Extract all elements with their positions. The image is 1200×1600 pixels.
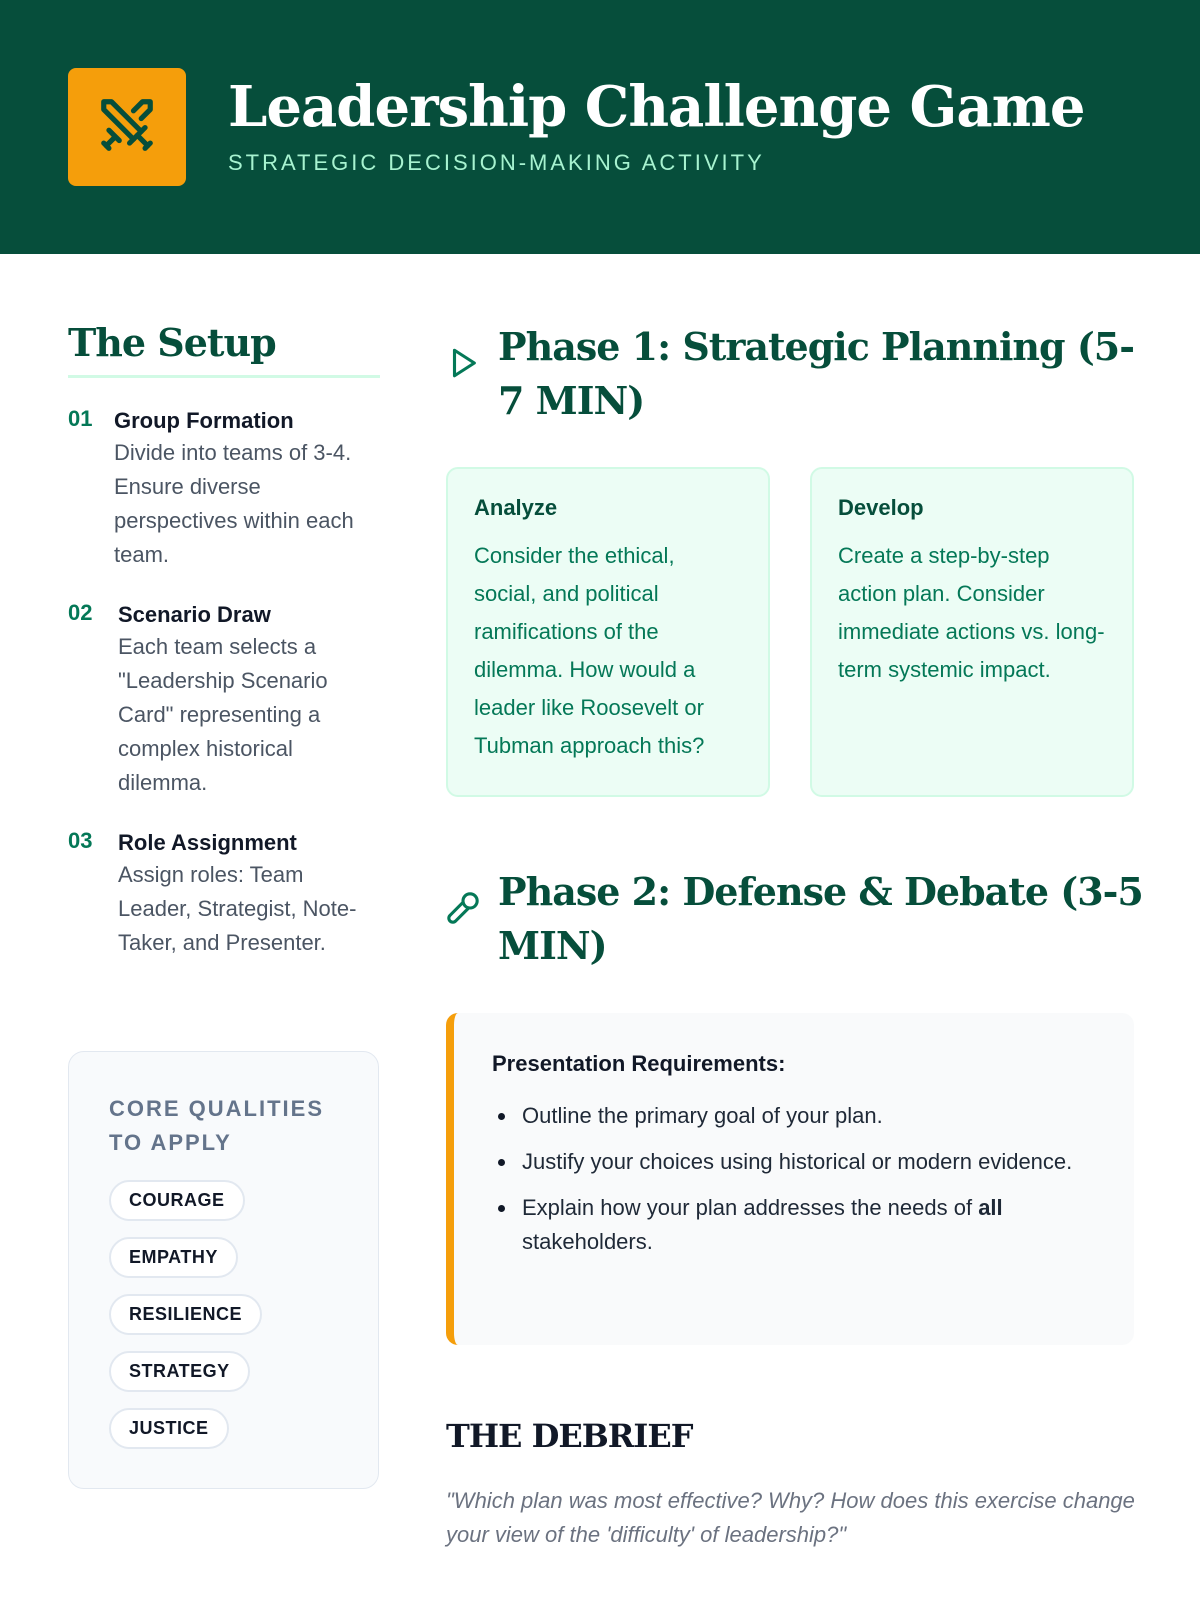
- setup-step: [68, 828, 380, 960]
- list-item: Explain how your plan addresses the needs of all stakeholders.: [492, 1191, 1096, 1259]
- step-number: 02: [68, 600, 93, 625]
- phase1-title: Phase 1: Strategic Planning (5-7 MIN): [498, 324, 1135, 423]
- step-heading: Scenario Draw: [118, 602, 271, 627]
- emphasis: all: [978, 1195, 1003, 1220]
- card-heading: Develop: [838, 495, 924, 520]
- debrief-quote: "Which plan was most effective? Why? How does this exercise change your view of the 'difficulty' of leadership?": [446, 1488, 1135, 1547]
- quality-tag: RESILIENCE: [109, 1294, 262, 1335]
- setup-section: [68, 320, 380, 960]
- setup-step: [68, 406, 380, 572]
- step-text: Assign roles: Team Leader, Strategist, Note-Taker, and Presenter.: [118, 862, 357, 955]
- card-text: Create a step-by-step action plan. Consider immediate actions vs. long-term systemic impact.: [838, 543, 1105, 682]
- page-title: Leadership Challenge Game: [228, 74, 1085, 140]
- quality-tag: JUSTICE: [109, 1408, 229, 1449]
- phase2-title: Phase 2: Defense & Debate (3-5 MIN): [498, 869, 1143, 968]
- step-heading: Role Assignment: [118, 830, 297, 855]
- phase1-heading: [446, 320, 1146, 428]
- requirements-title: Presentation Requirements:: [492, 1051, 786, 1076]
- presentation-requirements-box: [446, 1013, 1134, 1345]
- card-text: Consider the ethical, social, and political ramifications of the dilemma. How would a leader like Roosevelt or Tubman approach this?: [474, 543, 705, 758]
- microphone-icon: [446, 891, 480, 930]
- list-item: Outline the primary goal of your plan.: [492, 1099, 1096, 1133]
- develop-card: [810, 467, 1134, 797]
- core-qualities-box: [68, 1051, 379, 1489]
- quality-tag: STRATEGY: [109, 1351, 250, 1392]
- analyze-card: [446, 467, 770, 797]
- step-text: Each team selects a "Leadership Scenario Card" representing a complex historical dilemma.: [118, 634, 328, 795]
- quality-tag: EMPATHY: [109, 1237, 238, 1278]
- page-subtitle: STRATEGIC DECISION-MAKING ACTIVITY: [228, 150, 765, 175]
- list-item: Justify your choices using historical or modern evidence.: [492, 1145, 1096, 1179]
- logo-badge: [68, 68, 186, 186]
- step-heading: Group Formation: [114, 408, 294, 433]
- phase2-heading: [446, 865, 1146, 973]
- page-header: [0, 0, 1200, 254]
- debrief-title: THE DEBRIEF: [446, 1417, 693, 1455]
- setup-step: [68, 600, 380, 800]
- core-qualities-title: CORE QUALITIES TO APPLY: [109, 1096, 325, 1155]
- requirements-list: [492, 1099, 1096, 1259]
- card-heading: Analyze: [474, 495, 558, 520]
- step-number: 03: [68, 828, 93, 853]
- step-number: 01: [68, 406, 93, 431]
- setup-title: The Setup: [68, 320, 380, 378]
- play-icon: [446, 346, 480, 385]
- quality-tag: COURAGE: [109, 1180, 245, 1221]
- step-text: Divide into teams of 3-4. Ensure diverse perspectives within each team.: [114, 440, 354, 567]
- crossed-swords-icon: [96, 94, 158, 161]
